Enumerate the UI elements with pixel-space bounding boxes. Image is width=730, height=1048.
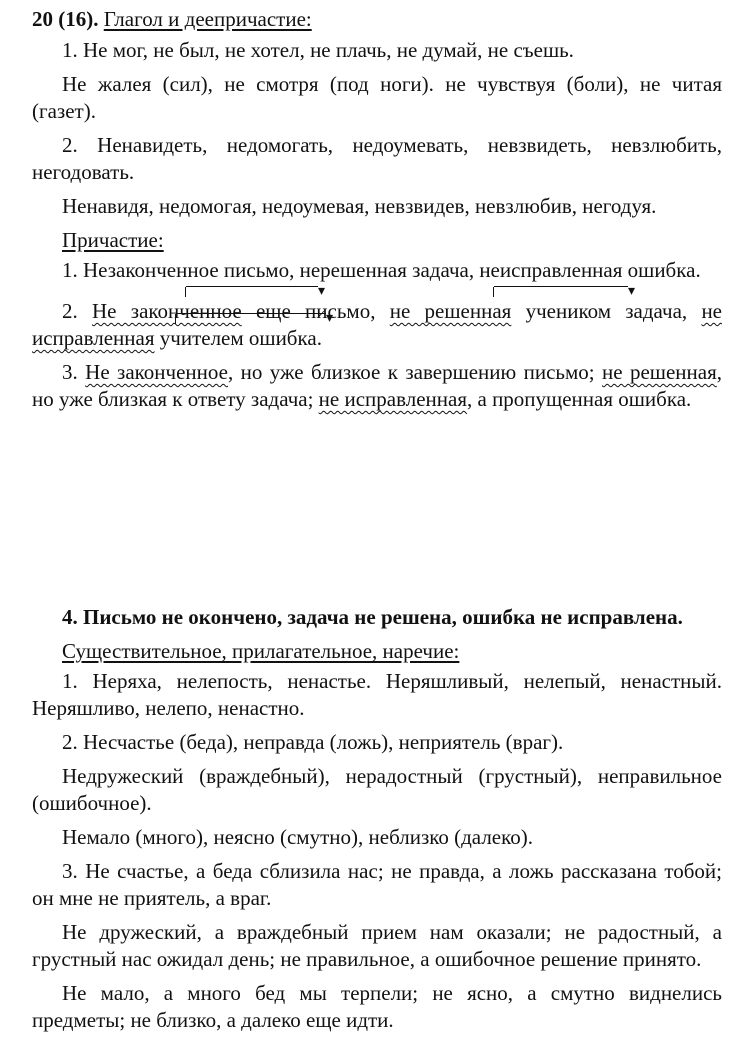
dependency-arrow bbox=[494, 286, 628, 297]
text-fragment: еще письмо, bbox=[241, 299, 390, 323]
participle-heading-line bbox=[32, 227, 722, 254]
noun-heading-line bbox=[32, 638, 722, 665]
verb-paragraph-1: 1. Не мог, не был, не хотел, не плачь, не думай, не съешь. bbox=[62, 38, 574, 62]
noun-paragraph-2: 2. Несчастье (беда), неправда (ложь), неприятель (враг). bbox=[62, 730, 564, 754]
text-fragment: , но уже близкая к ответу задача; bbox=[32, 360, 723, 411]
noun-paragraph-4: Немало (много), неясно (смутно), неблизко (далеко). bbox=[62, 825, 533, 849]
text-fragment: , но уже близкое к завершению письмо; bbox=[227, 360, 603, 384]
participle-paragraph-1: 1. Незаконченное письмо, нерешенная задача, неисправленная ошибка. bbox=[62, 258, 701, 282]
participle-word: Не законченное bbox=[92, 299, 242, 323]
noun-paragraph-6: Не дружеский, а враждебный прием нам оказали; не радостный, а грустный нас ожидал день; не правильное, а ошибочное решение принято. bbox=[32, 920, 722, 971]
noun-heading: Существительное, прилагательное, наречие: bbox=[62, 639, 460, 663]
dependency-arrow bbox=[186, 286, 318, 297]
noun-paragraph-5: 3. Не счастье, а беда сблизила нас; не правда, а ложь рассказана тобой; он мне не приятель, а враг. bbox=[32, 859, 722, 910]
paragraph-number: 2. bbox=[62, 299, 93, 323]
verb-paragraph-3: 2. Ненавидеть, недомогать, недоумевать, невзвидеть, невзлюбить, негодовать. bbox=[32, 133, 722, 184]
participle-paragraph-3 bbox=[32, 359, 722, 413]
section-top bbox=[32, 6, 722, 420]
noun-paragraph-3: Недружеский (враждебный), нерадостный (грустный), неправильное (ошибочное). bbox=[32, 764, 722, 815]
dependency-arrow bbox=[176, 313, 326, 324]
noun-paragraph-1: 1. Неряха, нелепость, ненастье. Неряшливый, нелепый, ненастный. Неряшливо, нелепо, ненастно. bbox=[32, 669, 722, 720]
participle-word: не решенная bbox=[602, 360, 717, 384]
section-bottom bbox=[32, 604, 722, 1041]
paragraph-number: 3. bbox=[62, 360, 86, 384]
text-fragment: учеником задача, bbox=[511, 299, 702, 323]
participle-paragraph-2 bbox=[32, 298, 722, 352]
exercise-heading bbox=[32, 6, 722, 33]
verb-paragraph-4: Ненавидя, недомогая, недоумевая, невзвидев, невзлюбив, негодуя. bbox=[62, 194, 657, 218]
participle-heading: Причастие: bbox=[62, 228, 164, 252]
participle-word: не исправленная bbox=[318, 387, 467, 411]
participle-paragraph-4: 4. Письмо не окончено, задача не решена, ошибка не исправлена. bbox=[62, 605, 683, 629]
exercise-number: 20 (16). bbox=[32, 7, 99, 31]
noun-paragraph-7: Не мало, а много бед мы терпели; не ясно, а смутно виднелись предметы; не близко, а далеко еще идти. bbox=[32, 981, 722, 1032]
exercise-title: Глагол и деепричастие: bbox=[103, 7, 312, 31]
participle-word: не решенная bbox=[389, 299, 512, 323]
verb-paragraph-2: Не жалея (сил), не смотря (под ноги). не чувствуя (боли), не читая (газет). bbox=[32, 72, 722, 123]
participle-word: не исправленная bbox=[32, 299, 722, 350]
text-fragment: , а пропущенная ошибка. bbox=[467, 387, 692, 411]
participle-word: Не законченное bbox=[85, 360, 228, 384]
text-fragment: учителем ошибка. bbox=[154, 326, 322, 350]
